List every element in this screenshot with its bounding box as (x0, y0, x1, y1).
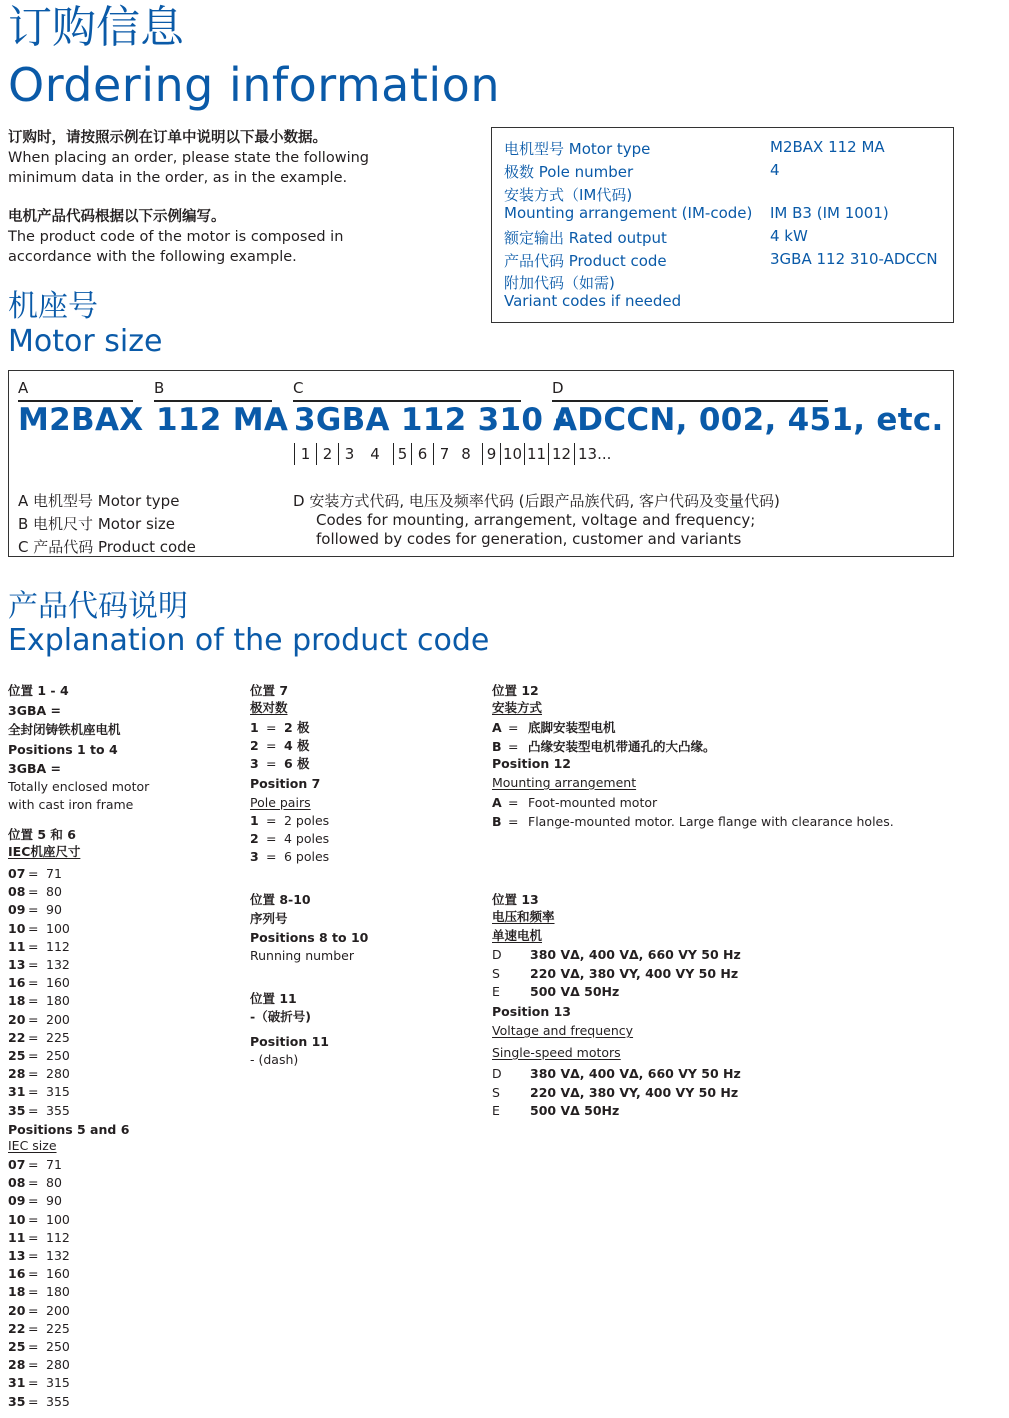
position-cell-3: 3 (338, 443, 360, 465)
iec-size-row-separator: = (28, 1302, 39, 1318)
pole-row-key: 3 (250, 849, 259, 864)
pole-row-value: 6 poles (284, 849, 330, 864)
pole-row-value: 6 极 (284, 756, 310, 771)
iec-size-row-value: 90 (46, 1193, 62, 1209)
iec-size-row (8, 1248, 70, 1264)
iec-size-row (8, 1175, 62, 1191)
pos7-title-cn: 位置 7 (250, 683, 289, 698)
iec-size-row-separator: = (28, 1375, 39, 1391)
pole-row-key: 2 (250, 831, 259, 846)
order-value-product-code: 3GBA 112 310-ADCCN (770, 250, 938, 268)
iec-size-row-key: 09 (8, 1193, 26, 1209)
mounting-row (492, 739, 716, 755)
pos11-title-cn: 位置 11 (250, 991, 297, 1006)
iec-size-row-value: 225 (46, 1320, 70, 1336)
iec-size-row-key: 35 (8, 1102, 26, 1118)
pos810-sub-cn: 序列号 (250, 911, 288, 926)
order-value-rated-output: 4 kW (770, 227, 808, 245)
iec-size-row-separator: = (28, 1357, 39, 1373)
iec-size-row-separator: = (28, 1320, 39, 1336)
iec-size-row-key: 08 (8, 884, 26, 900)
position-cell-10: 10 (500, 443, 524, 465)
iec-size-row-separator: = (28, 975, 39, 991)
pole-row-separator: = (266, 831, 277, 846)
pole-row-value: 4 poles (284, 831, 330, 846)
legend-c: C 产品代码 Product code (18, 538, 196, 556)
position-cell-2: 2 (316, 443, 338, 465)
code-part-a: M2BAX (18, 402, 144, 438)
pos11-title-en: Position 11 (250, 1034, 329, 1049)
pos7-sub-en: Pole pairs (250, 795, 311, 810)
explanation-title-cn: 产品代码说明 (8, 589, 188, 624)
iec-size-row (8, 1030, 70, 1046)
mounting-row-key: A (492, 795, 502, 810)
iec-size-row-separator: = (28, 1193, 39, 1209)
iec-size-row-key: 35 (8, 1393, 26, 1409)
page-title-cn: 订购信息 (8, 2, 184, 53)
iec-size-row (8, 1394, 70, 1410)
iec-size-row-value: 180 (46, 1284, 70, 1300)
intro-p2-cn: 电机产品代码根据以下示例编写。 (8, 209, 226, 225)
order-label-mounting-en: Mounting arrangement (IM-code) (504, 204, 753, 222)
iec-size-row (8, 902, 62, 918)
pos14-desc-cn: 全封闭铸铁机座电机 (8, 722, 121, 737)
mounting-row-separator: = (508, 795, 519, 810)
segment-letter-c: C (293, 379, 304, 397)
pole-row (250, 720, 310, 736)
iec-size-row-value: 80 (46, 884, 62, 900)
iec-size-row-value: 71 (46, 866, 62, 881)
iec-size-row (8, 1012, 70, 1028)
iec-size-row-value: 112 (46, 1229, 70, 1245)
iec-size-row (8, 884, 62, 900)
code-part-b: 112 MA (156, 402, 289, 438)
intro-block (8, 128, 478, 267)
pole-row-key: 2 (250, 738, 259, 753)
iec-size-row-value: 250 (46, 1339, 70, 1354)
mounting-row-key: B (492, 739, 502, 754)
iec-size-row-separator: = (28, 938, 39, 954)
pos12-sub-en: Mounting arrangement (492, 775, 637, 790)
pos14-title-en: Positions 1 to 4 (8, 742, 118, 757)
intro-p2-en-line1: The product code of the motor is composed in (8, 229, 344, 245)
iec-size-row-key: 18 (8, 1284, 26, 1300)
iec-size-row-separator: = (28, 1102, 39, 1118)
voltage-row-key: D (492, 1066, 502, 1081)
mounting-row-value: Foot-mounted motor (528, 795, 658, 810)
order-label-variant-cn: 附加代码（如需) (504, 274, 615, 292)
iec-size-row-key: 25 (8, 1048, 26, 1063)
iec-size-row-separator: = (28, 1266, 39, 1282)
mounting-row (492, 720, 616, 736)
page-title-en: Ordering information (8, 58, 500, 112)
mounting-row-value: 凸缘安装型电机带通孔的大凸缘。 (528, 739, 716, 754)
mounting-row-separator: = (508, 739, 519, 754)
position-cell-5: 5 (393, 443, 411, 465)
iec-size-row-separator: = (28, 1157, 39, 1172)
iec-size-row-key: 25 (8, 1339, 26, 1354)
voltage-row-value: 220 VΔ, 380 VY, 400 VY 50 Hz (530, 965, 739, 981)
iec-size-row-key: 20 (8, 1302, 26, 1318)
iec-size-row-key: 16 (8, 975, 26, 991)
pole-row-key: 3 (250, 756, 259, 771)
position-cell-7: 7 (433, 443, 455, 465)
segment-letter-a: A (18, 379, 29, 397)
pole-row-key: 1 (250, 813, 259, 828)
iec-size-row-separator: = (28, 866, 39, 881)
pos14-title-cn: 位置 1 - 4 (8, 683, 69, 698)
legend-b: B 电机尺寸 Motor size (18, 515, 176, 533)
iec-size-row-separator: = (28, 1284, 39, 1300)
iec-size-row-key: 07 (8, 1157, 26, 1172)
iec-size-row-key: 07 (8, 866, 26, 881)
legend-d-cn: D 安装方式代码, 电压及频率代码 (后跟产品族代码, 客户代码及变量代码) (293, 492, 780, 510)
pos56-sub-en: IEC size (8, 1138, 57, 1153)
iec-size-row-key: 22 (8, 1029, 26, 1045)
iec-size-row (8, 1103, 70, 1119)
code-part-c: 3GBA 112 310 - (294, 402, 568, 438)
iec-size-row (8, 993, 70, 1009)
pos14-desc-en2: with cast iron frame (8, 797, 134, 812)
intro-p1-en-line2: minimum data in the order, as in the example. (8, 170, 348, 186)
voltage-row-key: D (492, 947, 502, 962)
position-cell-12: 12 (548, 443, 574, 465)
iec-size-row (8, 1048, 70, 1064)
iec-size-row-separator: = (28, 993, 39, 1009)
iec-size-row (8, 1212, 70, 1228)
pole-row (250, 849, 329, 865)
position-cell-6: 6 (411, 443, 433, 465)
order-value-pole-number: 4 (770, 161, 780, 179)
iec-size-row-value: 112 (46, 938, 70, 954)
iec-size-row-separator: = (28, 920, 39, 936)
voltage-row (492, 1103, 619, 1119)
iec-size-row-value: 250 (46, 1048, 70, 1063)
iec-size-row-key: 13 (8, 1248, 26, 1263)
pole-row (250, 756, 310, 772)
pos810-title-cn: 位置 8-10 (250, 892, 311, 907)
pos810-sub-en: Running number (250, 948, 354, 963)
iec-size-row-separator: = (28, 1393, 39, 1409)
iec-size-row-separator: = (28, 1066, 39, 1082)
mounting-row (492, 795, 657, 811)
pos13-title-cn: 位置 13 (492, 892, 539, 907)
iec-size-row-key: 13 (8, 957, 26, 972)
iec-size-row-separator: = (28, 1339, 39, 1354)
iec-size-row-value: 200 (46, 1011, 70, 1027)
pos7-sub-cn: 极对数 (250, 700, 288, 715)
mounting-row-value: Flange-mounted motor. Large flange with clearance holes. (528, 814, 894, 829)
iec-size-row-key: 22 (8, 1320, 26, 1336)
iec-size-row-separator: = (28, 902, 39, 918)
motor-size-title-cn: 机座号 (8, 289, 98, 324)
pole-row-value: 2 极 (284, 720, 310, 735)
voltage-row (492, 966, 738, 982)
mounting-row-value: 底脚安装型电机 (528, 720, 616, 735)
mounting-row-key: A (492, 720, 502, 735)
pole-row (250, 831, 329, 847)
iec-size-row-value: 160 (46, 975, 70, 991)
iec-size-row (8, 975, 70, 991)
pos13-sub-en: Voltage and frequency (492, 1023, 634, 1038)
iec-size-row-key: 10 (8, 1211, 26, 1227)
iec-size-row-value: 315 (46, 1084, 70, 1100)
iec-size-row-separator: = (28, 1248, 39, 1263)
intro-p1-en-line1: When placing an order, please state the following (8, 150, 369, 166)
iec-size-row-key: 10 (8, 920, 26, 936)
iec-size-row-value: 280 (46, 1066, 70, 1082)
voltage-row (492, 1085, 738, 1101)
segment-letter-d: D (552, 379, 564, 397)
iec-size-row-key: 09 (8, 902, 26, 918)
iec-size-row-key: 16 (8, 1266, 26, 1282)
iec-size-row (8, 1066, 70, 1082)
iec-size-row (8, 866, 62, 882)
iec-size-row-value: 100 (46, 1211, 70, 1227)
voltage-row (492, 1066, 741, 1082)
pos14-desc-en1: Totally enclosed motor (8, 779, 150, 794)
iec-size-row-value: 80 (46, 1175, 62, 1191)
iec-size-row (8, 1375, 70, 1391)
iec-size-row (8, 1084, 70, 1100)
pos7-title-en: Position 7 (250, 776, 321, 791)
voltage-row-key: E (492, 984, 500, 999)
explanation-title-en: Explanation of the product code (8, 623, 490, 658)
order-label-rated-output: 额定输出 Rated output (504, 229, 667, 247)
iec-size-row-value: 315 (46, 1375, 70, 1391)
voltage-row-key: E (492, 1103, 500, 1118)
mounting-row-separator: = (508, 720, 519, 735)
iec-size-row-key: 28 (8, 1357, 26, 1373)
pole-row-separator: = (266, 756, 277, 771)
order-label-mounting-cn: 安装方式（IM代码) (504, 186, 633, 204)
iec-size-row-key: 08 (8, 1175, 26, 1191)
pole-row-value: 2 poles (284, 813, 330, 828)
iec-size-row-separator: = (28, 1048, 39, 1063)
pos14-code-cn: 3GBA = (8, 703, 61, 718)
iec-size-row-value: 280 (46, 1357, 70, 1373)
voltage-row-key: S (492, 965, 500, 981)
iec-size-row-value: 90 (46, 902, 62, 918)
voltage-row-value: 380 VΔ, 400 VΔ, 660 VY 50 Hz (530, 1066, 741, 1081)
code-part-d: ADCCN, 002, 451, etc. (553, 402, 944, 438)
iec-size-row-value: 132 (46, 957, 70, 972)
iec-size-row-value: 100 (46, 920, 70, 936)
pos11-sub-en: - (dash) (250, 1052, 299, 1067)
pos12-title-en: Position 12 (492, 756, 571, 771)
iec-size-row (8, 1266, 70, 1282)
mounting-row-key: B (492, 814, 502, 829)
order-label-variant-en: Variant codes if needed (504, 292, 682, 310)
iec-size-row-value: 180 (46, 993, 70, 1009)
position-cell-9: 9 (482, 443, 500, 465)
pos56-title-cn: 位置 5 和 6 (8, 827, 76, 842)
pole-row-separator: = (266, 813, 277, 828)
segment-letter-b: B (154, 379, 165, 397)
iec-size-row-separator: = (28, 1175, 39, 1191)
iec-size-row-key: 28 (8, 1066, 26, 1082)
iec-size-row-key: 11 (8, 1229, 26, 1245)
iec-size-row-separator: = (28, 1211, 39, 1227)
iec-size-row-separator: = (28, 957, 39, 972)
pole-row-separator: = (266, 720, 277, 735)
iec-size-row-value: 132 (46, 1248, 70, 1263)
iec-size-row (8, 921, 70, 937)
order-value-motor-type: M2BAX 112 MA (770, 138, 885, 156)
iec-size-row-value: 71 (46, 1157, 62, 1172)
pos13-sub2-cn: 单速电机 (492, 928, 543, 943)
iec-size-row (8, 1303, 70, 1319)
pos12-sub-cn: 安装方式 (492, 700, 543, 715)
iec-size-row (8, 1193, 62, 1209)
iec-size-row-value: 355 (46, 1393, 70, 1409)
pos13-title-en: Position 13 (492, 1004, 571, 1019)
pole-row (250, 813, 329, 829)
iec-size-row-key: 20 (8, 1011, 26, 1027)
iec-size-row (8, 1157, 62, 1173)
legend-a: A 电机型号 Motor type (18, 492, 180, 510)
iec-size-row-value: 160 (46, 1266, 70, 1282)
pos13-sub2-en: Single-speed motors (492, 1045, 621, 1060)
voltage-row-value: 500 VΔ 50Hz (530, 984, 620, 999)
pos810-title-en: Positions 8 to 10 (250, 930, 369, 945)
iec-size-row-value: 225 (46, 1029, 70, 1045)
pole-row-key: 1 (250, 720, 259, 735)
pos56-title-en: Positions 5 and 6 (8, 1122, 130, 1137)
iec-size-row (8, 1357, 70, 1373)
pole-row-separator: = (266, 849, 277, 864)
iec-size-row (8, 939, 70, 955)
pos12-title-cn: 位置 12 (492, 683, 539, 698)
iec-size-row-key: 11 (8, 938, 26, 954)
pole-row-separator: = (266, 738, 277, 753)
iec-size-row (8, 957, 70, 973)
iec-size-row-key: 18 (8, 993, 26, 1009)
pole-row (250, 738, 310, 754)
iec-size-row-key: 31 (8, 1084, 26, 1100)
voltage-row-value: 380 VΔ, 400 VΔ, 660 VY 50 Hz (530, 947, 741, 962)
iec-size-row (8, 1321, 70, 1337)
order-label-pole-number: 极数 Pole number (504, 163, 634, 181)
iec-size-row-key: 31 (8, 1375, 26, 1391)
order-label-product-code: 产品代码 Product code (504, 252, 667, 270)
iec-size-row-value: 200 (46, 1302, 70, 1318)
legend-d-en1: Codes for mounting, arrangement, voltage and frequency; (316, 511, 756, 529)
position-cell-11: 11 (524, 443, 548, 465)
mounting-row-separator: = (508, 814, 519, 829)
iec-size-row-separator: = (28, 1229, 39, 1245)
voltage-row-value: 500 VΔ 50Hz (530, 1103, 620, 1118)
iec-size-row-separator: = (28, 1011, 39, 1027)
iec-size-row (8, 1339, 70, 1355)
intro-p1-cn: 订购时，请按照示例在订单中说明以下最小数据。 (8, 130, 327, 146)
position-cell-13: 13... (574, 443, 624, 465)
voltage-row (492, 984, 619, 1000)
motor-size-box (8, 370, 954, 557)
motor-size-title-en: Motor size (8, 324, 163, 359)
order-value-mounting: IM B3 (IM 1001) (770, 204, 889, 222)
pole-row-value: 4 极 (284, 738, 310, 753)
voltage-row-value: 220 VΔ, 380 VY, 400 VY 50 Hz (530, 1084, 739, 1100)
position-cell-1: 1 (294, 443, 316, 465)
pos13-sub-cn: 电压和频率 (492, 909, 555, 924)
order-example-box (491, 127, 954, 323)
legend-d-en2: followed by codes for generation, customer and variants (316, 530, 742, 548)
order-label-motor-type: 电机型号 Motor type (504, 140, 651, 158)
voltage-row (492, 947, 741, 963)
iec-size-row-value: 355 (46, 1102, 70, 1118)
iec-size-row (8, 1230, 70, 1246)
pos11-sub-cn: -（破折号) (250, 1009, 311, 1024)
intro-p2-en-line2: accordance with the following example. (8, 249, 297, 265)
position-cell-4: 4 (370, 445, 380, 463)
pos56-sub-cn: IEC机座尺寸 (8, 844, 81, 859)
iec-size-row-separator: = (28, 1084, 39, 1100)
iec-size-row-separator: = (28, 1029, 39, 1045)
voltage-row-key: S (492, 1084, 500, 1100)
mounting-row (492, 814, 894, 830)
iec-size-row (8, 1284, 70, 1300)
pos14-code-en: 3GBA = (8, 761, 61, 776)
position-cell-8: 8 (461, 445, 471, 463)
iec-size-row-separator: = (28, 884, 39, 900)
